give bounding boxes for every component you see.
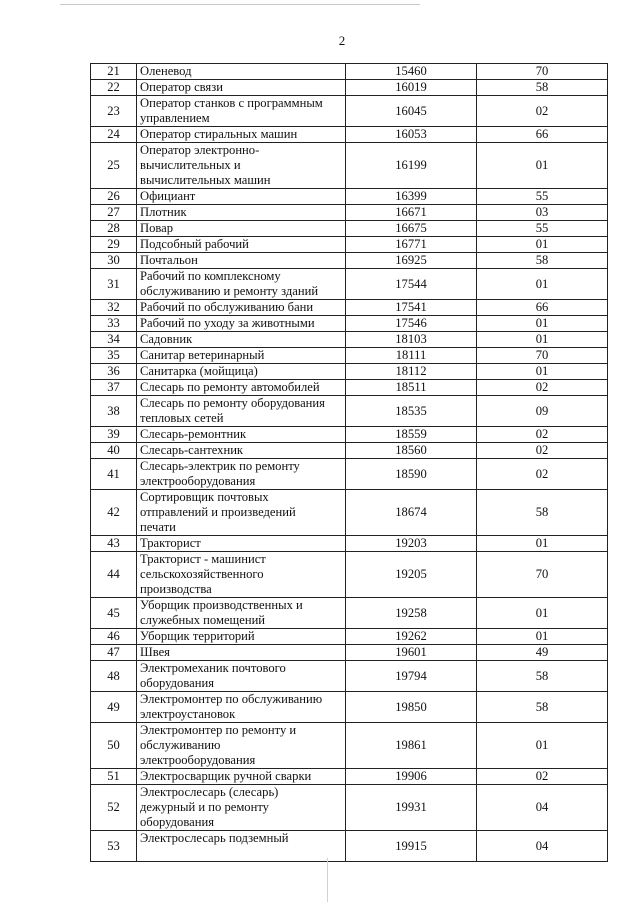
profession-name-cell [137,552,346,598]
profession-code-cell: 16671 [346,205,477,221]
group-code-cell: 02 [477,427,608,443]
profession-code-cell: 19258 [346,598,477,629]
group-code-cell: 58 [477,80,608,96]
row-number-cell: 45 [91,598,137,629]
table-row [91,348,608,364]
profession-name-line: Уборщик территорий [140,629,255,643]
row-number-cell: 50 [91,723,137,769]
profession-name-line: Оператор связи [140,80,223,94]
row-number-cell: 51 [91,769,137,785]
table-row [91,490,608,536]
profession-table-body [91,64,608,862]
row-number-cell: 27 [91,205,137,221]
table-row [91,316,608,332]
profession-code-cell: 18112 [346,364,477,380]
profession-code-cell: 19794 [346,661,477,692]
profession-name-cell [137,237,346,253]
profession-code-cell: 19205 [346,552,477,598]
group-code-cell: 58 [477,253,608,269]
profession-name-cell [137,396,346,427]
table-row [91,723,608,769]
profession-name-cell [137,332,346,348]
profession-code-cell: 17544 [346,269,477,300]
profession-code-cell: 16675 [346,221,477,237]
table-row [91,661,608,692]
table-row [91,189,608,205]
profession-name-cell [137,645,346,661]
group-code-cell: 03 [477,205,608,221]
row-number-cell: 28 [91,221,137,237]
profession-name-cell [137,661,346,692]
table-row [91,598,608,629]
row-number-cell: 48 [91,661,137,692]
profession-name-cell [137,490,346,536]
table-row [91,364,608,380]
table-row [91,253,608,269]
profession-name-line: печати [140,520,176,534]
group-code-cell: 70 [477,552,608,598]
row-number-cell: 43 [91,536,137,552]
row-number-cell: 47 [91,645,137,661]
group-code-cell: 55 [477,189,608,205]
group-code-cell: 58 [477,490,608,536]
table-row [91,769,608,785]
group-code-cell: 01 [477,237,608,253]
profession-name-line: Рабочий по обслуживанию бани [140,300,314,314]
profession-code-cell: 18535 [346,396,477,427]
profession-name-line: Электрослесарь (слесарь) [140,785,279,799]
group-code-cell: 04 [477,785,608,831]
profession-code-cell: 19915 [346,831,477,862]
profession-code-cell: 18590 [346,459,477,490]
table-row [91,221,608,237]
profession-name-cell [137,80,346,96]
row-number-cell: 30 [91,253,137,269]
profession-table [90,63,608,862]
row-number-cell: 39 [91,427,137,443]
profession-name-line: Электрослесарь подземный [140,831,289,845]
profession-name-line: Оленевод [140,64,192,78]
group-code-cell: 01 [477,723,608,769]
profession-name-cell [137,723,346,769]
row-number-cell: 37 [91,380,137,396]
table-row [91,785,608,831]
table-row [91,629,608,645]
profession-name-line: Слесарь-сантехник [140,443,244,457]
group-code-cell: 01 [477,316,608,332]
profession-code-cell: 16399 [346,189,477,205]
table-row [91,127,608,143]
row-number-cell: 25 [91,143,137,189]
table-row [91,396,608,427]
group-code-cell: 01 [477,143,608,189]
row-number-cell: 38 [91,396,137,427]
scan-fold-line [327,858,328,902]
table-row [91,237,608,253]
profession-name-line: производства [140,582,212,596]
profession-name-line: Уборщик производственных и [140,598,303,612]
profession-name-cell [137,316,346,332]
profession-name-line: Слесарь-электрик по ремонту [140,459,300,473]
profession-name-line: Оператор электронно- [140,143,260,157]
profession-name-line: Слесарь-ремонтник [140,427,247,441]
table-row [91,443,608,459]
row-number-cell: 29 [91,237,137,253]
profession-code-cell: 18560 [346,443,477,459]
profession-name-line: управлением [140,111,210,125]
row-number-cell: 31 [91,269,137,300]
profession-name-cell [137,364,346,380]
profession-code-cell: 18511 [346,380,477,396]
group-code-cell: 01 [477,536,608,552]
row-number-cell: 21 [91,64,137,80]
profession-code-cell: 19601 [346,645,477,661]
row-number-cell: 36 [91,364,137,380]
profession-name-line: оборудования [140,676,214,690]
profession-name-line: Электромеханик почтового [140,661,286,675]
profession-name-line: Тракторист - машинист [140,552,266,566]
profession-name-cell [137,221,346,237]
profession-name-cell [137,300,346,316]
group-code-cell: 02 [477,459,608,490]
profession-code-cell: 19906 [346,769,477,785]
row-number-cell: 42 [91,490,137,536]
profession-name-line: Электросварщик ручной сварки [140,769,312,783]
profession-name-line: электроустановок [140,707,236,721]
profession-name-cell [137,831,346,862]
profession-code-cell: 16019 [346,80,477,96]
profession-name-cell [137,427,346,443]
group-code-cell: 01 [477,629,608,645]
group-code-cell: 66 [477,127,608,143]
row-number-cell: 41 [91,459,137,490]
profession-code-cell: 17541 [346,300,477,316]
profession-name-cell [137,189,346,205]
profession-name-cell [137,143,346,189]
group-code-cell: 04 [477,831,608,862]
profession-code-cell: 19861 [346,723,477,769]
profession-name-cell [137,598,346,629]
row-number-cell: 22 [91,80,137,96]
profession-name-cell [137,64,346,80]
row-number-cell: 26 [91,189,137,205]
profession-name-line: Оператор стиральных машин [140,127,298,141]
profession-name-cell [137,692,346,723]
profession-code-cell: 19203 [346,536,477,552]
profession-name-cell [137,380,346,396]
profession-name-line: Слесарь по ремонту оборудования [140,396,325,410]
table-row [91,459,608,490]
group-code-cell: 02 [477,443,608,459]
table-row [91,427,608,443]
table-row [91,96,608,127]
profession-name-line: Почтальон [140,253,198,267]
profession-name-line: дежурный и по ремонту [140,800,269,814]
group-code-cell: 55 [477,221,608,237]
profession-name-cell [137,536,346,552]
page-number: 2 [338,33,346,48]
profession-name-line: электрооборудования [140,474,256,488]
table-row [91,80,608,96]
table-row [91,300,608,316]
row-number-cell: 34 [91,332,137,348]
profession-name-line: Слесарь по ремонту автомобилей [140,380,320,394]
group-code-cell: 01 [477,364,608,380]
profession-name-line: обслуживанию [140,738,221,752]
profession-name-line: Тракторист [140,536,201,550]
profession-code-cell: 18674 [346,490,477,536]
table-row [91,64,608,80]
group-code-cell: 09 [477,396,608,427]
profession-name-line: вычислительных и [140,158,241,172]
profession-name-cell [137,205,346,221]
row-number-cell: 24 [91,127,137,143]
profession-name-line: Садовник [140,332,193,346]
profession-code-cell: 16199 [346,143,477,189]
profession-code-cell: 19262 [346,629,477,645]
profession-name-cell [137,459,346,490]
profession-name-cell [137,443,346,459]
profession-code-cell: 19931 [346,785,477,831]
group-code-cell: 02 [477,96,608,127]
profession-name-line: Швея [140,645,170,659]
row-number-cell: 23 [91,96,137,127]
group-code-cell: 58 [477,661,608,692]
table-row [91,831,608,862]
group-code-cell: 49 [477,645,608,661]
profession-name-line: Санитар ветеринарный [140,348,265,362]
table-row [91,645,608,661]
group-code-cell: 01 [477,269,608,300]
scan-edge-line [60,4,420,5]
table-row [91,380,608,396]
row-number-cell: 35 [91,348,137,364]
profession-name-line: Рабочий по уходу за животными [140,316,315,330]
profession-code-cell: 16771 [346,237,477,253]
profession-name-cell [137,127,346,143]
profession-name-line: вычислительных машин [140,173,271,187]
profession-name-cell [137,629,346,645]
row-number-cell: 52 [91,785,137,831]
profession-name-line: Электромонтер по обслуживанию [140,692,323,706]
row-number-cell: 53 [91,831,137,862]
profession-name-line: оборудования [140,815,214,829]
table-row [91,205,608,221]
group-code-cell: 01 [477,598,608,629]
group-code-cell: 58 [477,692,608,723]
profession-name-line: служебных помещений [140,613,266,627]
table-row [91,552,608,598]
row-number-cell: 46 [91,629,137,645]
profession-name-line: Сортировщик почтовых [140,490,269,504]
profession-name-line: отправлений и произведений [140,505,296,519]
group-code-cell: 70 [477,64,608,80]
profession-name-line: Повар [140,221,174,235]
profession-name-line: тепловых сетей [140,411,224,425]
group-code-cell: 02 [477,380,608,396]
table-row [91,269,608,300]
table-row [91,332,608,348]
profession-name-line [140,846,342,861]
group-code-cell: 01 [477,332,608,348]
profession-code-cell: 16053 [346,127,477,143]
profession-name-line: сельскохозяйственного [140,567,264,581]
profession-name-line: Официант [140,189,196,203]
table-row [91,536,608,552]
profession-code-cell: 18559 [346,427,477,443]
profession-code-cell: 17546 [346,316,477,332]
profession-name-line: Подсобный рабочий [140,237,249,251]
profession-name-cell [137,785,346,831]
profession-name-line: Оператор станков с программным [140,96,323,110]
profession-name-line: обслуживанию и ремонту зданий [140,284,319,298]
profession-code-cell: 18111 [346,348,477,364]
profession-code-cell: 19850 [346,692,477,723]
profession-name-cell [137,96,346,127]
profession-name-line: электрооборудования [140,753,256,767]
row-number-cell: 40 [91,443,137,459]
profession-code-cell: 16925 [346,253,477,269]
table-row [91,692,608,723]
profession-name-line: Санитарка (мойщица) [140,364,258,378]
profession-name-cell [137,769,346,785]
row-number-cell: 32 [91,300,137,316]
profession-name-cell [137,348,346,364]
group-code-cell: 66 [477,300,608,316]
profession-code-cell: 16045 [346,96,477,127]
row-number-cell: 33 [91,316,137,332]
profession-code-cell: 15460 [346,64,477,80]
group-code-cell: 70 [477,348,608,364]
profession-name-cell [137,269,346,300]
table-row [91,143,608,189]
profession-name-line: Рабочий по комплексному [140,269,281,283]
profession-name-line: Плотник [140,205,187,219]
row-number-cell: 44 [91,552,137,598]
profession-code-cell: 18103 [346,332,477,348]
profession-name-line: Электромонтер по ремонту и [140,723,297,737]
group-code-cell: 02 [477,769,608,785]
row-number-cell: 49 [91,692,137,723]
profession-name-cell [137,253,346,269]
